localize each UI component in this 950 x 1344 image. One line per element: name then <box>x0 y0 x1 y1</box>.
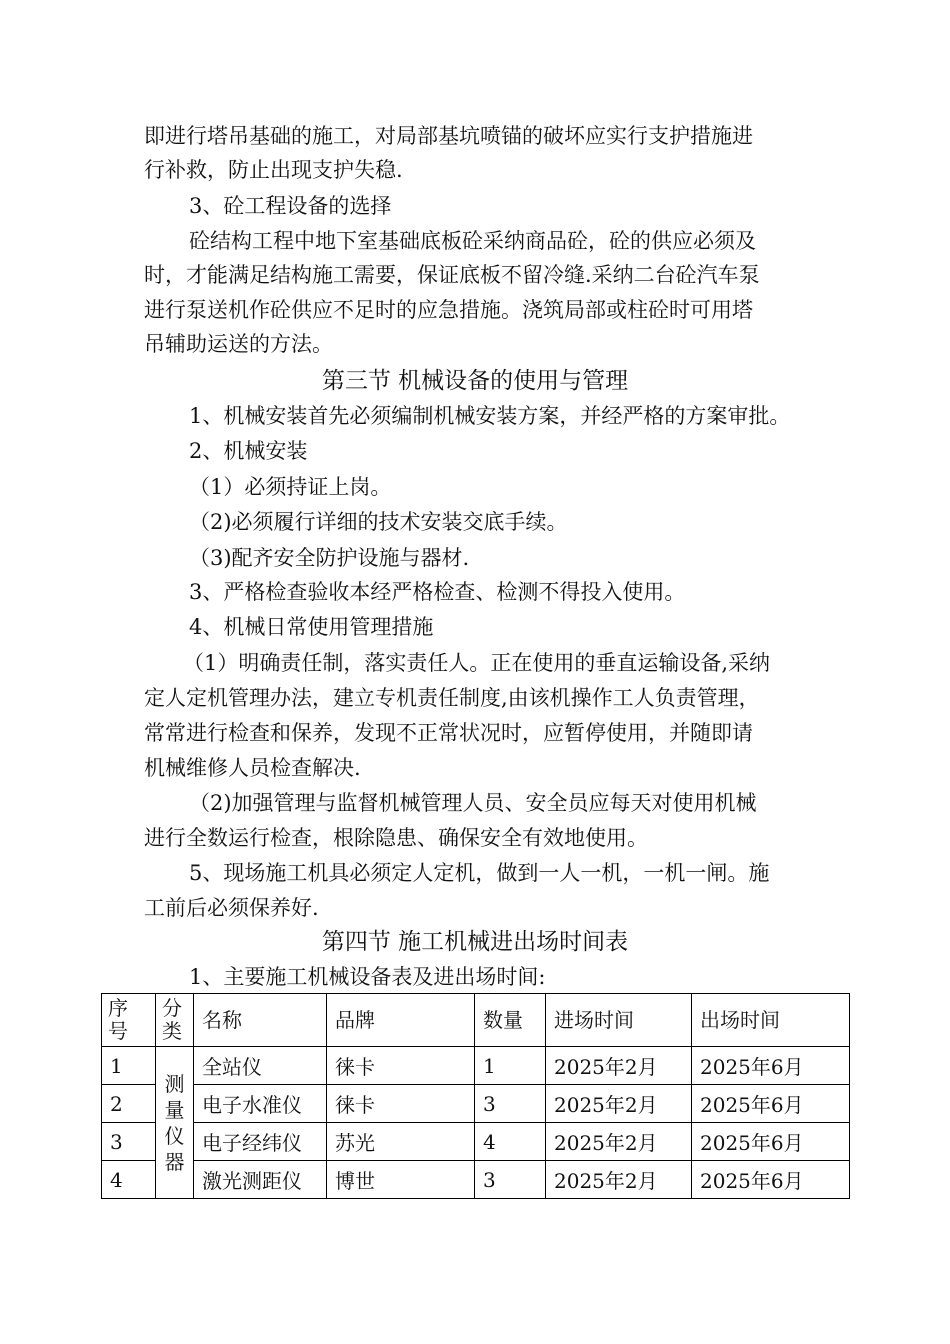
cell-seq: 4 <box>102 1161 156 1199</box>
cell-brand: 徕卡 <box>327 1085 475 1123</box>
cell-qty: 4 <box>475 1123 546 1161</box>
list-item-heading: 3、砼工程设备的选择 <box>189 194 392 218</box>
col-header-qty: 数量 <box>475 994 546 1047</box>
body-text-line: 机械维修人员检查解决. <box>144 756 361 780</box>
list-item: 3、严格检查验收本经严格检查、检测不得投入使用。 <box>189 580 686 604</box>
cell-brand: 徕卡 <box>327 1047 475 1085</box>
col-header-brand: 品牌 <box>327 994 475 1047</box>
body-text-line: 进行全数运行检查，根除隐患、确保安全有效地使用。 <box>144 826 648 850</box>
list-item: 4、机械日常使用管理措施 <box>189 615 434 639</box>
body-text-line: 吊辅助运送的方法。 <box>144 332 333 356</box>
cell-name: 电子水准仪 <box>194 1085 327 1123</box>
cell-seq: 1 <box>102 1047 156 1085</box>
table-row <box>102 1085 850 1123</box>
table-row <box>102 1161 850 1199</box>
cell-name: 电子经纬仪 <box>194 1123 327 1161</box>
sub-list-item: （2)必须履行详细的技术安装交底手续。 <box>189 510 568 534</box>
body-text-line: 即进行塔吊基础的施工，对局部基坑喷锚的破坏应实行支护措施进 <box>144 124 753 148</box>
cell-in-time: 2025年2月 <box>546 1123 692 1161</box>
table-row <box>102 1047 850 1085</box>
list-item: 2、机械安装 <box>189 439 308 463</box>
cell-name: 全站仪 <box>194 1047 327 1085</box>
col-header-name: 名称 <box>194 994 327 1047</box>
cell-brand: 博世 <box>327 1161 475 1199</box>
equipment-table <box>101 993 850 1199</box>
body-text-line: 时，才能满足结构施工需要，保证底板不留冷缝.采纳二台砼汽车泵 <box>144 263 760 287</box>
section-4-title: 第四节 施工机械进出场时间表 <box>321 929 629 955</box>
cell-qty: 3 <box>475 1085 546 1123</box>
cell-brand: 苏光 <box>327 1123 475 1161</box>
body-text-line: 进行泵送机作砼供应不足时的应急措施。浇筑局部或柱砼时可用塔 <box>144 298 753 322</box>
section-3-title: 第三节 机械设备的使用与管理 <box>321 368 629 394</box>
table-header-row <box>102 994 850 1047</box>
col-header-out-time: 出场时间 <box>692 994 850 1047</box>
col-header-in-time: 进场时间 <box>546 994 692 1047</box>
cell-in-time: 2025年2月 <box>546 1161 692 1199</box>
cell-out-time: 2025年6月 <box>692 1123 850 1161</box>
cell-out-time: 2025年6月 <box>692 1047 850 1085</box>
cell-qty: 3 <box>475 1161 546 1199</box>
cell-seq: 2 <box>102 1085 156 1123</box>
body-text-line: 5、现场施工机具必须定人定机，做到一人一机，一机一闸。施 <box>189 861 770 885</box>
sub-list-item: （1）必须持证上岗。 <box>189 475 392 499</box>
cell-seq: 3 <box>102 1123 156 1161</box>
body-text-line: 常常进行检查和保养，发现不正常状况时，应暂停使用，并随即请 <box>144 721 753 745</box>
cell-out-time: 2025年6月 <box>692 1085 850 1123</box>
list-item: 1、机械安装首先必须编制机械安装方案，并经严格的方案审批。 <box>189 404 791 428</box>
body-text-line: （2)加强管理与监督机械管理人员、安全员应每天对使用机械 <box>189 791 757 815</box>
cell-category: 测 量 仪 器 <box>156 1047 194 1199</box>
cell-name: 激光测距仪 <box>194 1161 327 1199</box>
body-text-line: 行补救，防止出现支护失稳. <box>144 158 403 182</box>
body-text-line: 工前后必须保养好. <box>144 896 319 920</box>
cell-out-time: 2025年6月 <box>692 1161 850 1199</box>
col-header-seq: 序 号 <box>102 994 156 1047</box>
body-text-line: （1）明确责任制，落实责任人。正在使用的垂直运输设备,采纳 <box>183 651 771 675</box>
table-intro: 1、主要施工机械设备表及进出场时间: <box>189 965 546 989</box>
cell-in-time: 2025年2月 <box>546 1047 692 1085</box>
body-text-line: 砼结构工程中地下室基础底板砼采纳商品砼，砼的供应必须及 <box>189 229 756 253</box>
table-row <box>102 1123 850 1161</box>
col-header-category: 分 类 <box>156 994 194 1047</box>
body-text-line: 定人定机管理办法，建立专机责任制度,由该机操作工人负责管理， <box>144 686 760 710</box>
sub-list-item: （3)配齐安全防护设施与器材. <box>189 546 470 570</box>
cell-qty: 1 <box>475 1047 546 1085</box>
cell-in-time: 2025年2月 <box>546 1085 692 1123</box>
